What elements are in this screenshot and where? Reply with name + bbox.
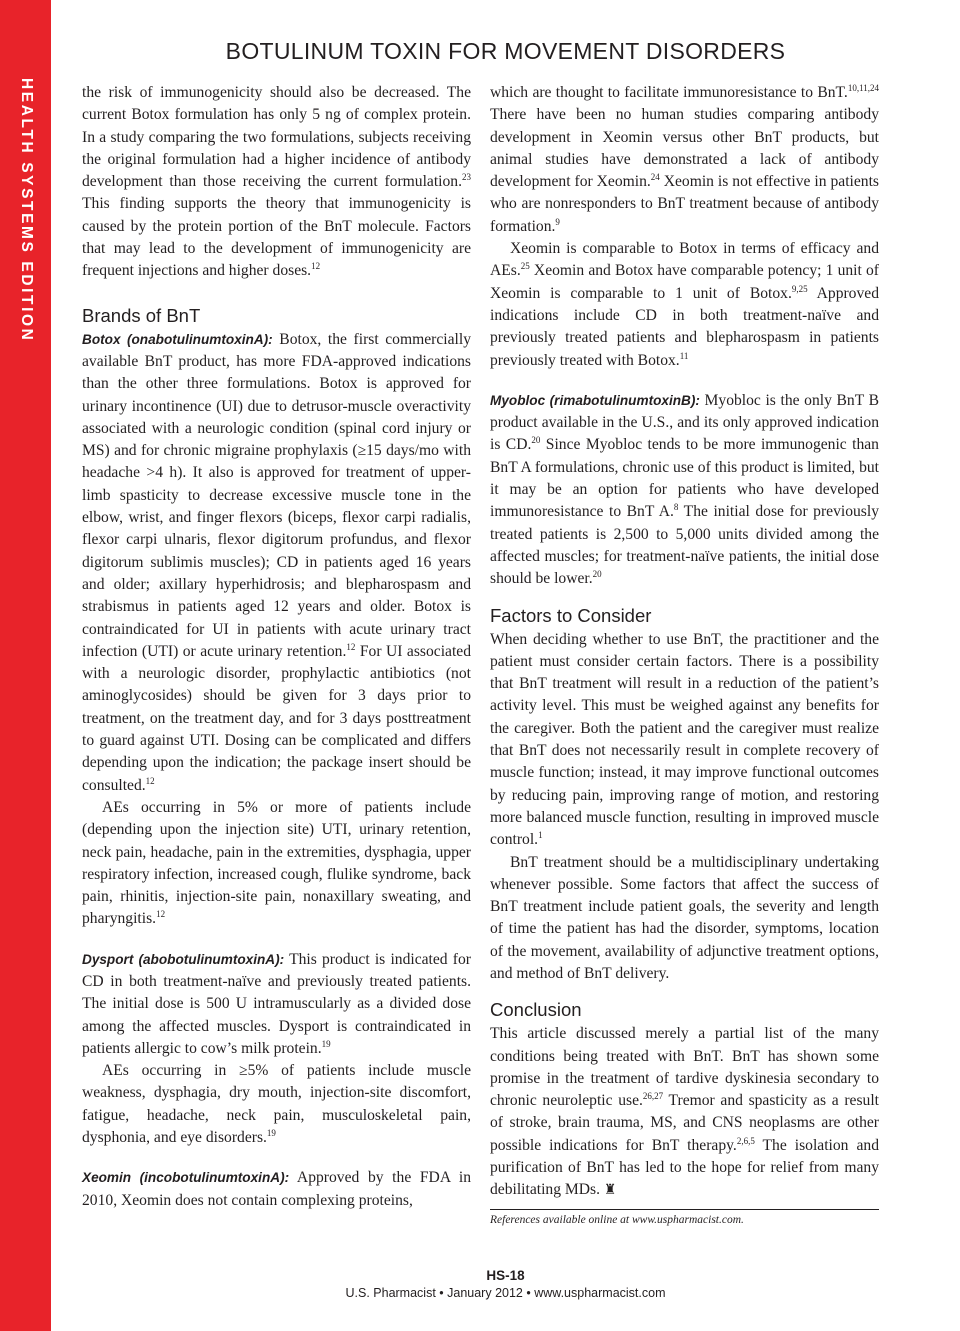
right-column (490, 82, 879, 1228)
section-heading-factors: Factors to Consider (490, 604, 652, 626)
references-note: References available online at www.uspharmacist.com. (490, 1209, 879, 1228)
section-heading-brands: Brands of BnT (82, 304, 201, 326)
sidebar-band (0, 0, 51, 1331)
edition-label: HEALTH SYSTEMS EDITION (18, 78, 35, 343)
publication-info: U.S. Pharmacist • January 2012 • www.uspharmacist.com (345, 1286, 666, 1300)
section-heading-conclusion: Conclusion (490, 999, 582, 1021)
paragraph-factors: When deciding whether to use BnT, the practitioner and the patient must consider certain factors. There is a possibility that BnT treatment will result in a reduction of the patient’s activity level. This must be weighed against any benefits for the caregiver. Both the patient and the caregiver must realize that BnT does not necessarily result in complete recovery of muscle function; instead, it may improve functional outcomes by reducing pain, improving range of motion, and restoring more balanced muscle function, resulting in improved muscle control.$^1$ (490, 630, 879, 849)
paragraph-dysport: Dysport (abobotulinumtoxinA): This product is indicated for CD in both treatment-naïve and previously treated patients. The initial dose is 500 U intramuscularly as a divided dose among the affected muscles. Dysport is contraindicated in patients allergic to cow’s milk protein.$^{19}$ (82, 950, 471, 1057)
page-title: BOTULINUM TOXIN FOR MOVEMENT DISORDERS (225, 38, 786, 64)
paragraph-dysport-aes: AEs occurring in ≥5% of patients include muscle weakness, dysphagia, dry mouth, injection-site discomfort, fatigue, headache, neck pain, musculoskeletal pain, dysphonia, and eye disorders.$^{19}$ (82, 1062, 471, 1147)
page-number: HS-18 (486, 1268, 525, 1283)
end-mark-icon: ♜ (603, 1183, 617, 1199)
paragraph-factors-2: BnT treatment should be a multidisciplinary undertaking whenever possible. Some factors that affect the success of BnT treatment include patient goals, the severity and length of time the patient has had the disorder, symptoms, location of the movement, availability of adjunctive treatment options, and method of BnT delivery. (490, 853, 879, 982)
paragraph-botox: Botox (onabotulinumtoxinA): Botox, the first commercially available BnT product, has more FDA-approved indications than the other three formulations. Botox is approved for urinary incontinence (UI) due to detrusor-muscle overactivity associated with a neurologic condition (spinal cord injury or MS) and for chronic migraine prophylaxis (≥15 days/mo with headache >4 h). It also is approved for treatment of upper-limb spasticity to decrease excessive muscle tone in the elbow, wrist, and finger flexors (biceps, flexor carpi radialis, flexor carpi ulnaris, flexor digitorum profundus, and flexor digitorum sublimis muscles); CD in patients aged 16 years and older; axillary hyperhidrosis; and blepharospasm and strabismus in patients aged 12 years and older. Botox is contraindicated for UI in patients with acute urinary tract infection (UTI) or acute urinary retention.$^{12}$ For UI associated with a neurologic disorder, prophylactic antibiotics (not aminoglycosides) should be given for 3 days prior to treatment, on the treatment day, and for 3 days posttreatment to guard against UTI. Dosing can be complicated and differs depending upon the indication; the package insert should be consulted.$^{12}$ (82, 330, 471, 794)
page-footer (51, 1267, 960, 1301)
paragraph-myobloc: Myobloc (rimabotulinumtoxinB): Myobloc is the only BnT B product available in the U.S., and its only approved indication is CD.$^{20}$ Since Myobloc tends to be more immunogenic than BnT A formulations, chronic use of this product is limited, but it may be an option for patients who have developed immunoresistance to BnT A.$^8$ The initial dose for previously treated patients is 2,500 to 5,000 units divided among the affected muscles; for treatment-naïve patients, the initial dose should be lower.$^{20}$ (490, 391, 879, 588)
paragraph-xeomin-compare: Xeomin is comparable to Botox in terms of efficacy and AEs.$^{25}$ Xeomin and Botox have comparable potency; 1 unit of Xeomin is comparable to 1 unit of Botox.$^{9,25}$ Approved indications include CD in both treatment-naïve and previously treated patients and blepharospasm in patients previously treated with Botox.$^{11}$ (490, 240, 879, 369)
paragraph-xeomin: Xeomin (incobotulinumtoxinA): Approved by the FDA in 2010, Xeomin does not contain complexing proteins, (82, 1169, 472, 1209)
paragraph-conclusion: This article discussed merely a partial list of the many conditions being treated with BnT. BnT has shown some promise in the treatment of tardive dyskinesia secondary to chronic neuroleptic use.$^{26,27}$ Tremor and spasticity as a result of stroke, brain trauma, MS, and CNS neoplasms are other possible indications for BnT therapy.$^{2,6,5}$ The isolation and purification of BnT has led to the hope for relief from many debilitating MDs. ♜ (490, 1025, 879, 1199)
left-column (82, 82, 471, 1212)
paragraph-botox-aes: AEs occurring in 5% or more of patients include (depending upon the injection site) UTI, urinary retention, neck pain, headache, pain in the extremities, dysphagia, upper respiratory infection, increased cough, flulike syndrome, back pain, rhinitis, injection-site pain, nonaxillary sweating, and pharyngitis.$^{12}$ (82, 798, 471, 928)
paragraph-xeomin-cont: which are thought to facilitate immunoresistance to BnT.$^{10,11,24}$ There have been no human studies comparing antibody development in Xeomin versus other BnT products, but animal studies have demonstrated a lack of antibody development for Xeomin.$^{24}$ Xeomin is not effective in patients who are nonresponders to BnT treatment because of antibody formation.$^9$ (490, 83, 879, 235)
paragraph-immunogenicity: the risk of immunogenicity should also be decreased. The current Botox formulation has only 5 ng of complex protein. In a study comparing the two formulations, subjects receiving the original formulation had a higher incidence of antibody development than those receiving the current formulation.$^{23}$ This finding supports the theory that immunogenicity is caused by the protein portion of the BnT molecule. Factors that may lead to the development of immunogenicity are frequent injections and higher doses.$^{12}$ (82, 84, 471, 280)
